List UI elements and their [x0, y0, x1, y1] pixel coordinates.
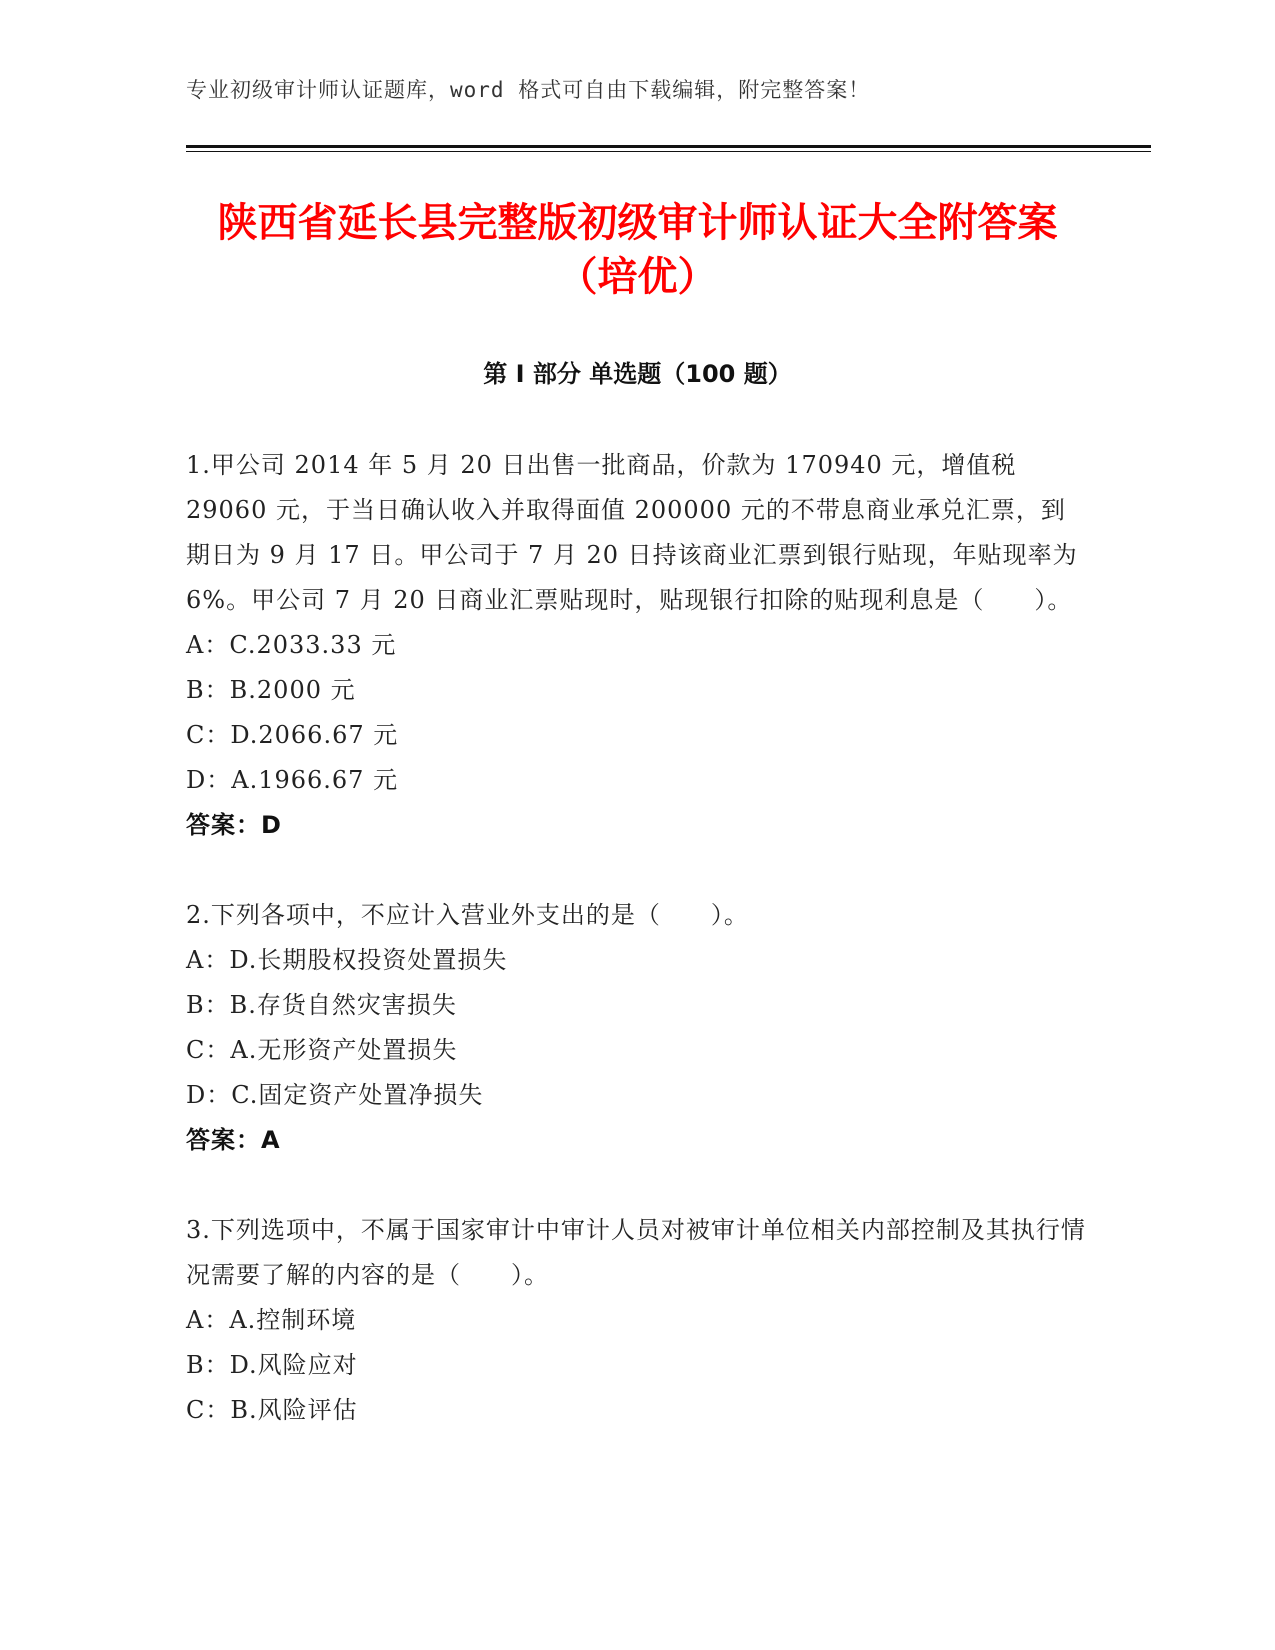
- answer-line: 答案：A: [186, 1126, 281, 1154]
- question-2: [186, 893, 1086, 1163]
- option-c: C：D.2066.67 元: [186, 721, 399, 749]
- question-3: [186, 1208, 1086, 1433]
- question-stem: 1.甲公司 2014 年 5 月 20 日出售一批商品，价款为 170940 元，增值税 29060 元，于当日确认收入并取得面值 200000 元的不带息商业承兑汇票，到期日为 9 月 17 日。甲公司于 7 月 20 日持该商业汇票到银行贴现，年贴现率为 6%。甲公司 7 月 20 日商业汇票贴现时，贴现银行扣除的贴现利息是（ ）。: [186, 451, 1078, 614]
- question-list: [186, 443, 1086, 1478]
- header-divider-thin: [186, 151, 1151, 152]
- option-c: C：B.风险评估: [186, 1396, 358, 1424]
- option-b: B：D.风险应对: [186, 1351, 358, 1379]
- option-d: D：C.固定资产处置净损失: [186, 1081, 484, 1109]
- option-a: A：D.长期股权投资处置损失: [186, 946, 508, 974]
- option-d: D：A.1966.67 元: [186, 766, 399, 794]
- document-title: 陕西省延长县完整版初级审计师认证大全附答案（培优）: [217, 200, 1058, 300]
- option-a: A：C.2033.33 元: [186, 631, 397, 659]
- header-divider-thick: [186, 145, 1151, 148]
- option-b: B：B.2000 元: [186, 676, 356, 704]
- question-stem: 2.下列各项中，不应计入营业外支出的是（ ）。: [186, 901, 749, 929]
- question-stem: 3.下列选项中，不属于国家审计中审计人员对被审计单位相关内部控制及其执行情况需要了解的内容的是（ ）。: [186, 1216, 1086, 1289]
- header-note: 专业初级审计师认证题库，word 格式可自由下载编辑，附完整答案！: [186, 78, 871, 102]
- option-b: B：B.存货自然灾害损失: [186, 991, 457, 1019]
- option-a: A：A.控制环境: [186, 1306, 357, 1334]
- option-c: C：A.无形资产处置损失: [186, 1036, 458, 1064]
- question-1: [186, 443, 1086, 848]
- section-heading: 第 I 部分 单选题（100 题）: [483, 360, 792, 388]
- answer-line: 答案：D: [186, 811, 282, 839]
